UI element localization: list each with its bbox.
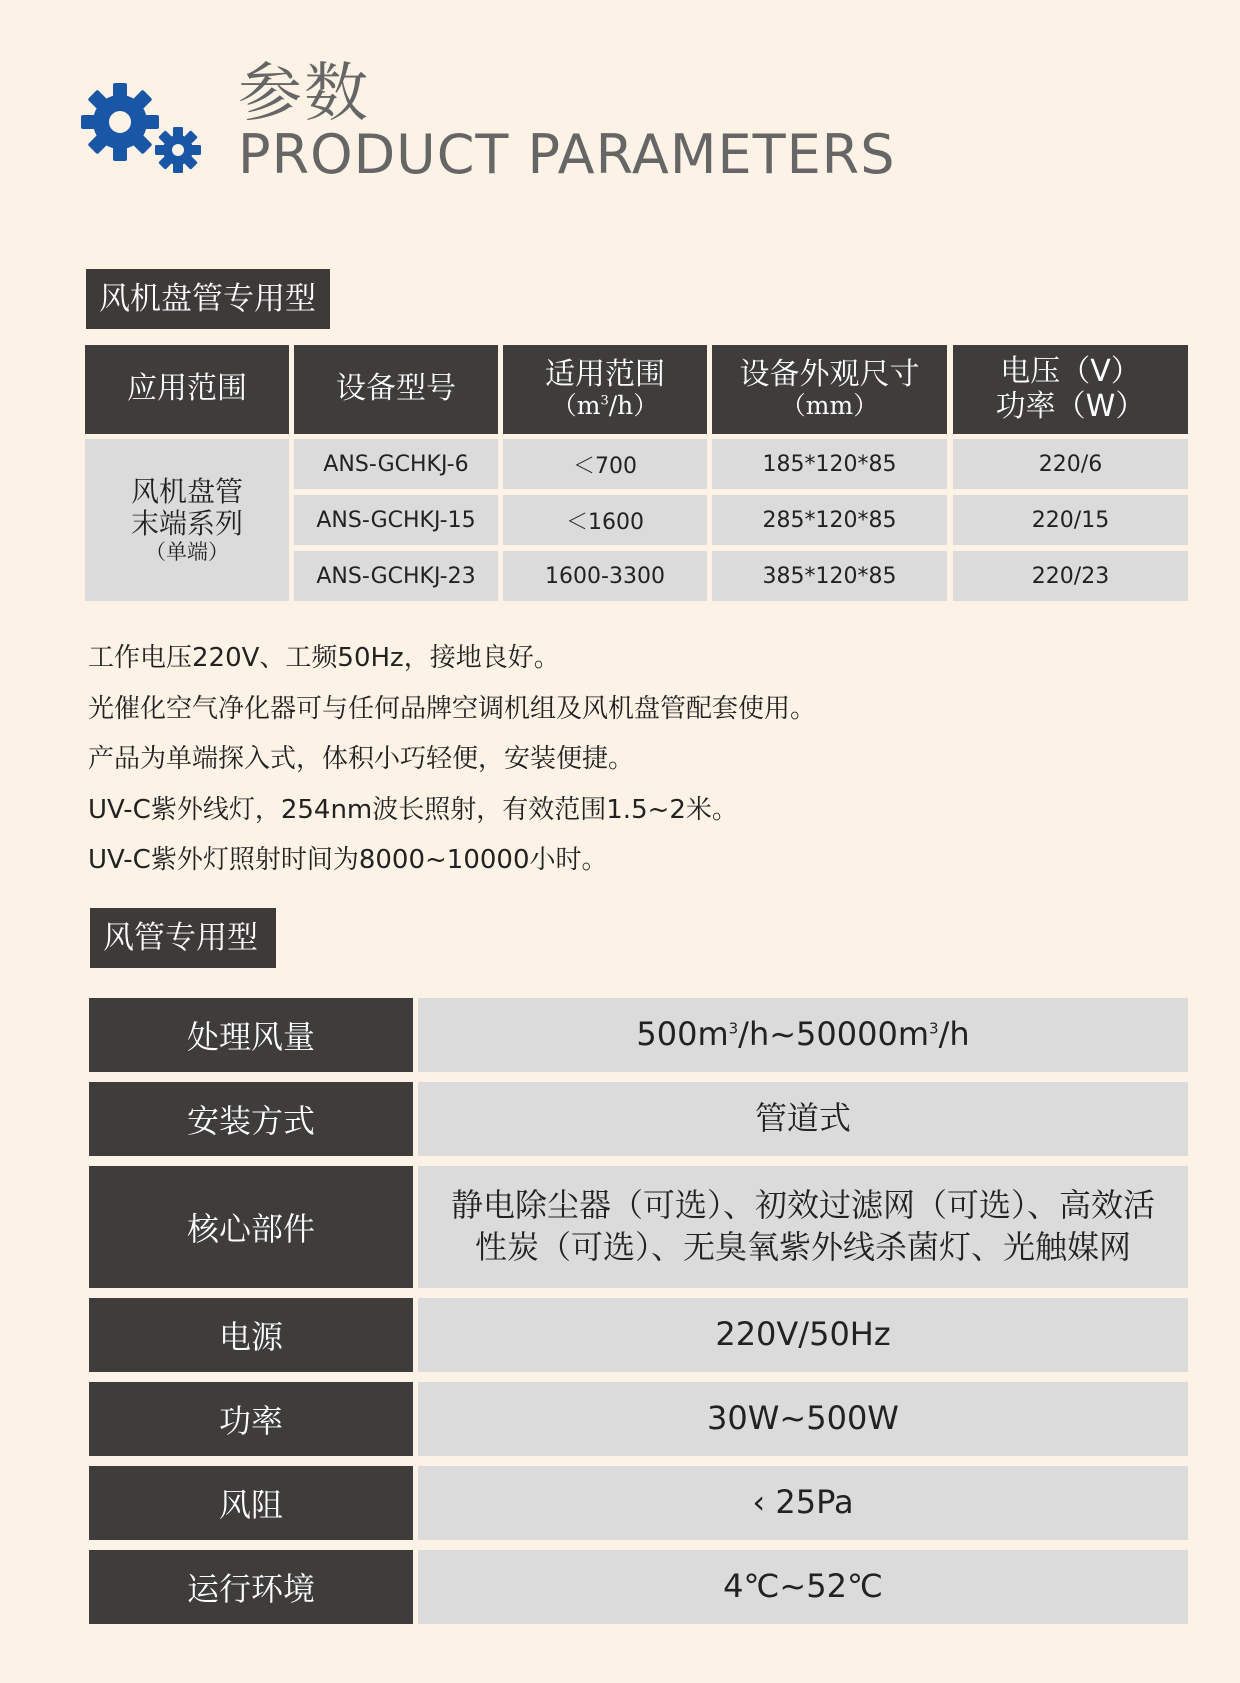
note-item: UV-C紫外灯照射时间为8000~10000小时。	[88, 845, 608, 875]
col-header-range: 适用范围 $(m^3/h)$	[503, 345, 707, 434]
col-header-model: 设备型号	[294, 345, 498, 434]
gears-icon	[80, 82, 205, 177]
row1-model: ANS-GCHKJ-6	[294, 439, 498, 489]
note-item: UV-C紫外线灯，254nm波长照射，有效范围1.5~2米。	[88, 794, 738, 825]
col-header-power: 电压（V） 功率（W）	[953, 345, 1188, 434]
row3-power: 220/23	[953, 551, 1188, 601]
spec-label-components: 核心部件	[89, 1166, 413, 1288]
spec-value-environment: 4℃~52℃	[418, 1550, 1188, 1624]
spec-label-environment: 运行环境	[89, 1550, 413, 1624]
spec-value-resistance: ‹ 25Pa	[418, 1466, 1188, 1540]
spec-value-components: 静电除尘器（可选）、初效过滤网（可选）、高效活 性炭（可选）、无臭氧紫外线杀菌灯、光触媒网	[418, 1166, 1188, 1288]
page-title-en: PRODUCT PARAMETERS	[238, 123, 896, 186]
spec-value-airflow: $500m^3/h\sim 50000m^3/h$	[418, 998, 1188, 1072]
col-header-size: 设备外观尺寸 （mm）	[712, 345, 947, 434]
row2-model: ANS-GCHKJ-15	[294, 495, 498, 545]
row2-range: ＜1600	[503, 495, 707, 545]
spec-value-wattage: 30W~500W	[418, 1382, 1188, 1456]
spec-label-power-supply: 电源	[89, 1298, 413, 1372]
col-header-range-unit: $(m^3/h)$	[551, 391, 659, 421]
row1-size: 185*120*85	[712, 439, 947, 489]
spec-label-airflow: 处理风量	[89, 998, 413, 1072]
row2-size: 285*120*85	[712, 495, 947, 545]
row2-power: 220/15	[953, 495, 1188, 545]
spec-value-power-supply: 220V/50Hz	[418, 1298, 1188, 1372]
spec-value-install: 管道式	[418, 1082, 1188, 1156]
row1-power: 220/6	[953, 439, 1188, 489]
spec-label-install: 安装方式	[89, 1082, 413, 1156]
section-tag-fan-coil: 风机盘管专用型	[86, 269, 330, 329]
row3-range: 1600-3300	[503, 551, 707, 601]
note-item: 工作电压220V、工频50Hz，接地良好。	[88, 643, 560, 673]
note-item: 光催化空气净化器可与任何品牌空调机组及风机盘管配套使用。	[88, 693, 817, 724]
section-tag-duct: 风管专用型	[90, 908, 276, 968]
row1-range: ＜700	[503, 439, 707, 489]
note-item: 产品为单端探入式，体积小巧轻便，安装便捷。	[88, 744, 635, 774]
row3-size: 385*120*85	[712, 551, 947, 601]
notes-list	[88, 633, 816, 886]
spec-label-wattage: 功率	[89, 1382, 413, 1456]
category-cell: 风机盘管 末端系列 （单端）	[85, 439, 289, 601]
spec-label-resistance: 风阻	[89, 1466, 413, 1540]
page-title-cn: 参数	[238, 57, 370, 131]
row3-model: ANS-GCHKJ-23	[294, 551, 498, 601]
col-header-application: 应用范围	[85, 345, 289, 434]
